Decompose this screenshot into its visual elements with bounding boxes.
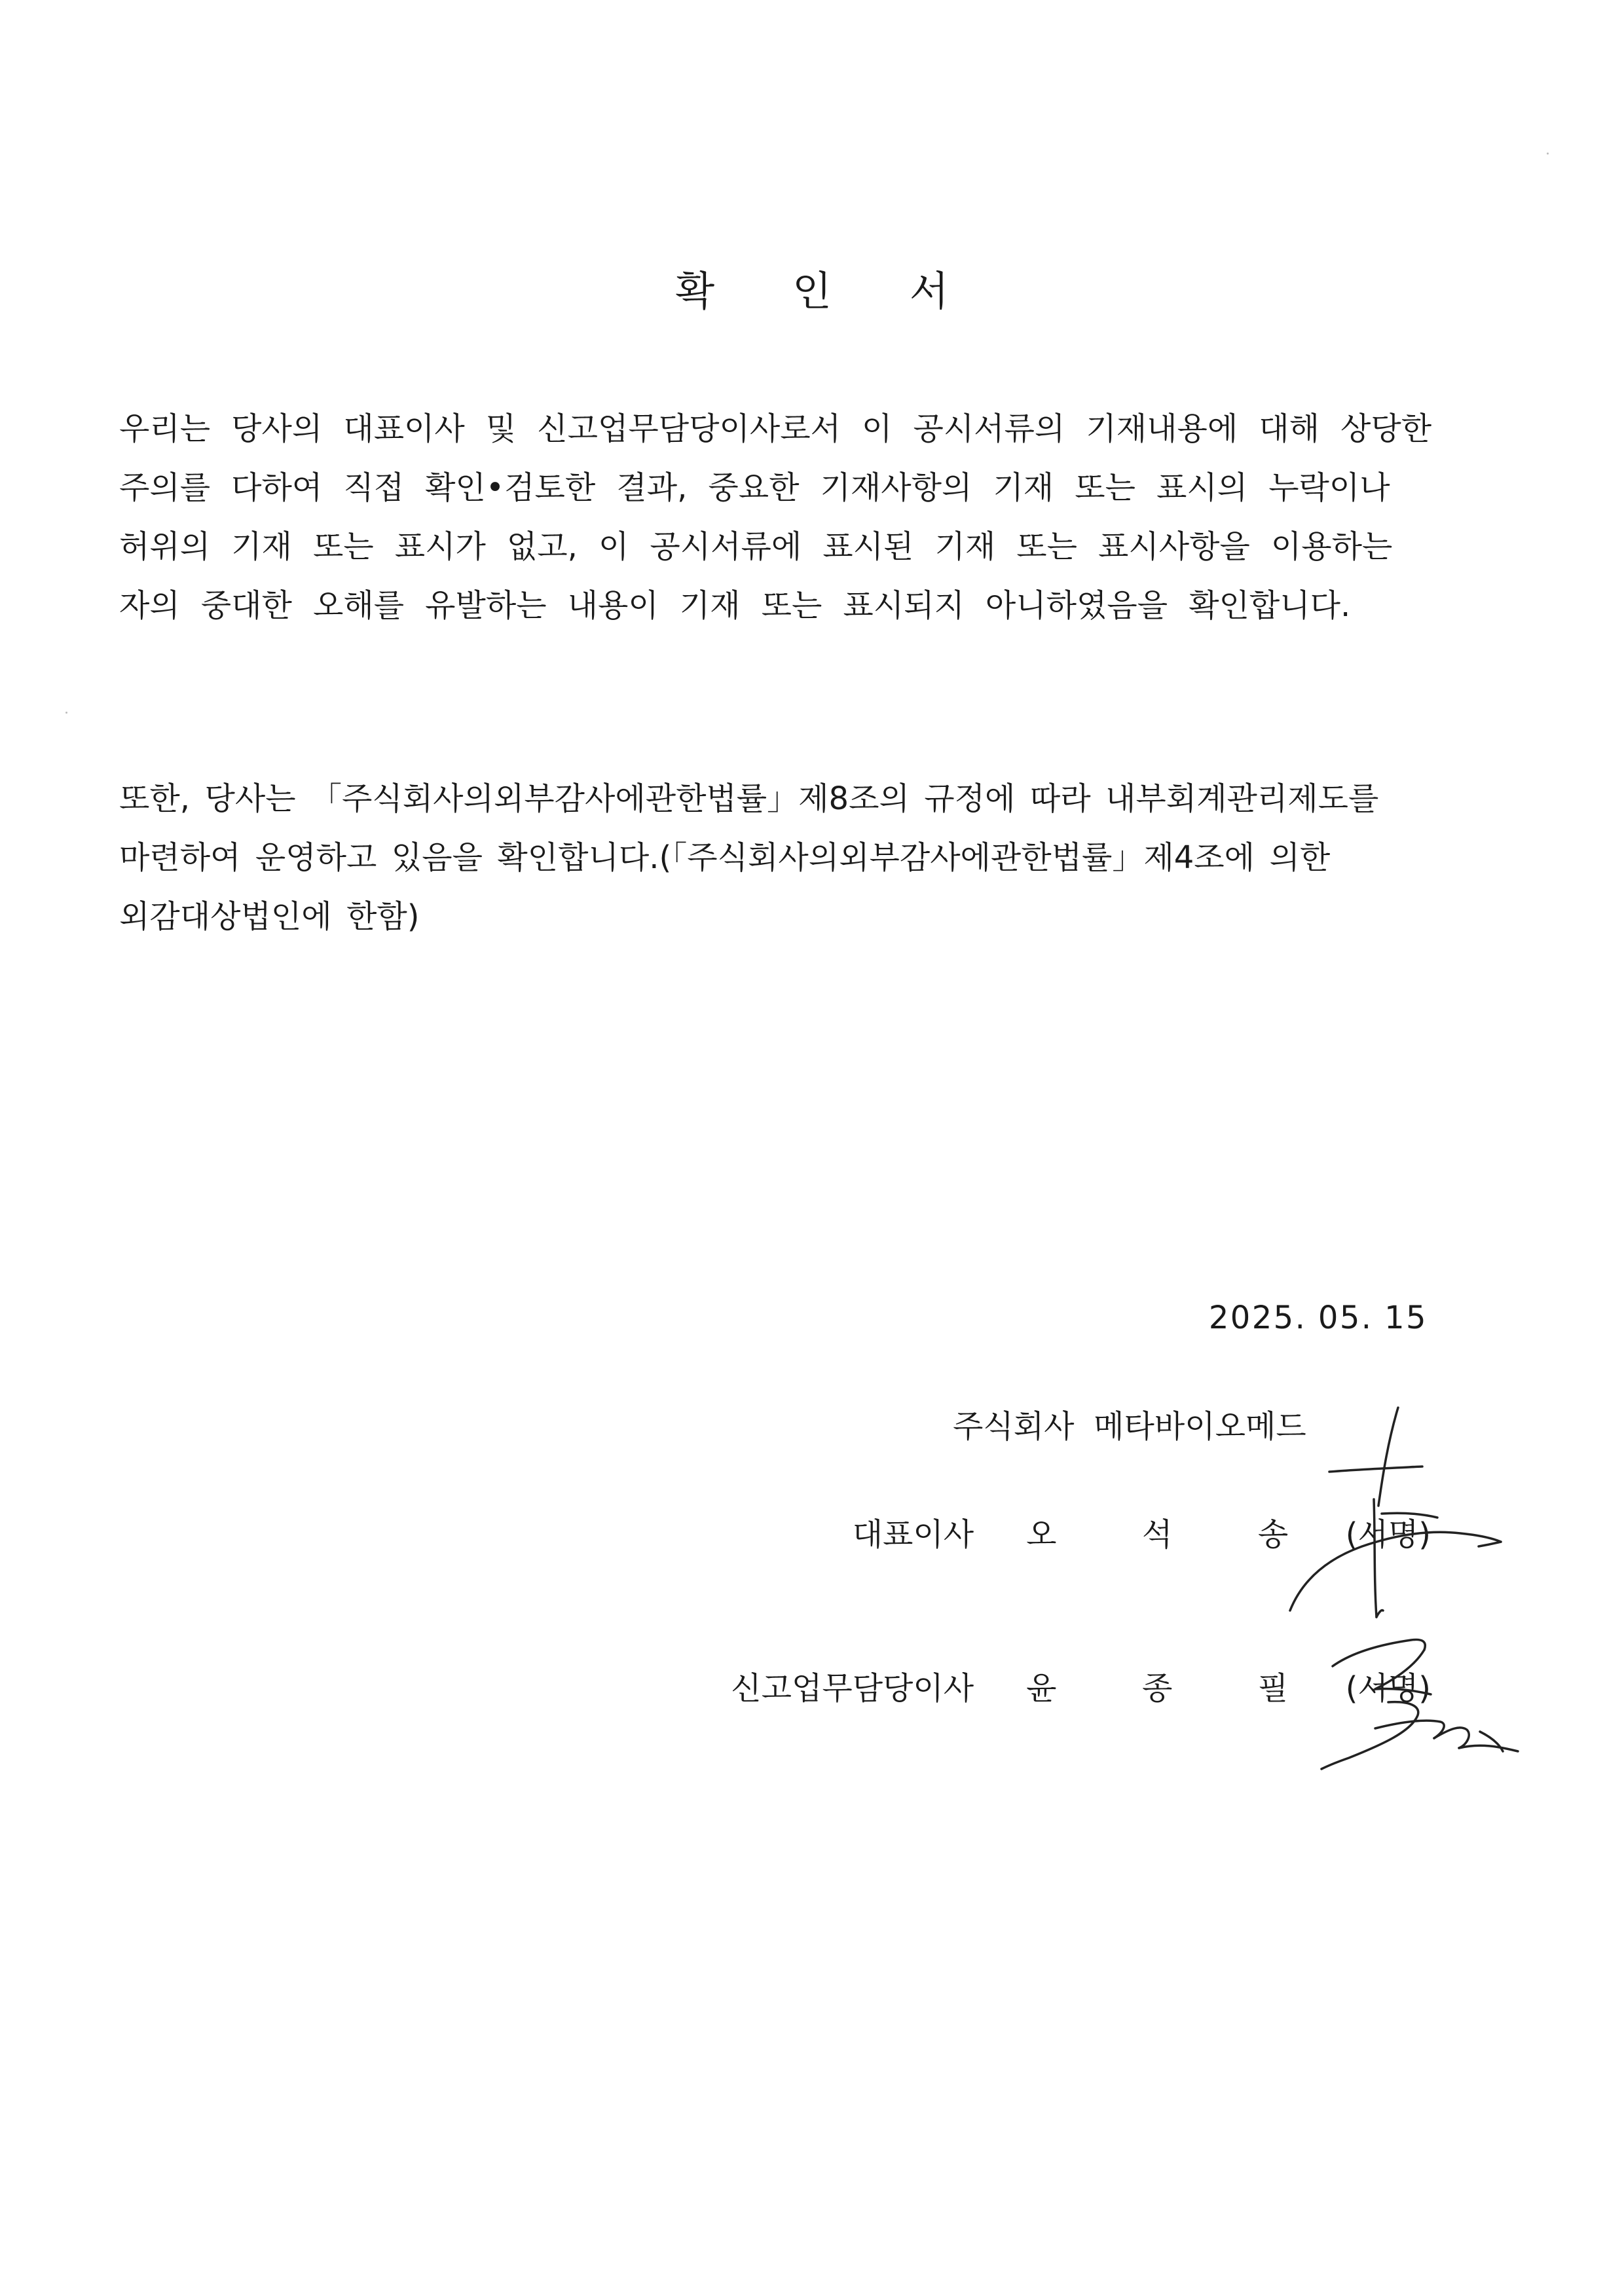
signatory-name: 오 석 송: [1026, 1516, 1326, 1553]
company-name: 주식회사 메타바이오메드: [953, 1408, 1306, 1445]
scan-artifact: [65, 712, 67, 714]
signatory-disclosure-officer: [731, 1663, 1431, 1708]
paragraph-line: 또한, 당사는 「주식회사의외부감사에관한법률」제8조의 규정에 따라 내부회계관리제도를: [119, 780, 1379, 817]
signatory-role: 대표이사: [852, 1516, 974, 1553]
paragraph-line: 자의 중대한 오해를 유발하는 내용이 기재 또는 표시되지 아니하였음을 확인합니다.: [119, 587, 1351, 624]
paragraph-line: 마련하여 운영하고 있음을 확인합니다.(「주식회사의외부감사에관한법률」제4조에 의한: [119, 839, 1331, 876]
signature-mark-label: (서명): [1345, 1516, 1431, 1553]
signatory-role: 신고업무담당이사: [731, 1670, 974, 1707]
document-title: 확 인 서: [675, 267, 982, 315]
paragraph-line: 주의를 다하여 직접 확인•검토한 결과, 중요한 기재사항의 기재 또는 표시의 누락이나: [119, 469, 1390, 506]
signatory-name: 윤 종 필: [1026, 1670, 1326, 1707]
paragraph-line: 우리는 당사의 대표이사 및 신고업무담당이사로서 이 공시서류의 기재내용에 대해 상당한: [119, 410, 1432, 447]
document-date: 2025. 05. 15: [1208, 1300, 1428, 1336]
scan-artifact: [1547, 153, 1549, 155]
confirmation-paragraph: [119, 399, 1527, 635]
paragraph-line: 허위의 기재 또는 표시가 없고, 이 공시서류에 표시된 기재 또는 표시사항을 이용하는: [119, 528, 1393, 565]
signature-mark-label: (서명): [1345, 1670, 1431, 1707]
internal-control-paragraph: [119, 769, 1527, 946]
signatory-ceo: [853, 1509, 1431, 1554]
paragraph-line: 외감대상법인에 한함): [119, 898, 420, 935]
